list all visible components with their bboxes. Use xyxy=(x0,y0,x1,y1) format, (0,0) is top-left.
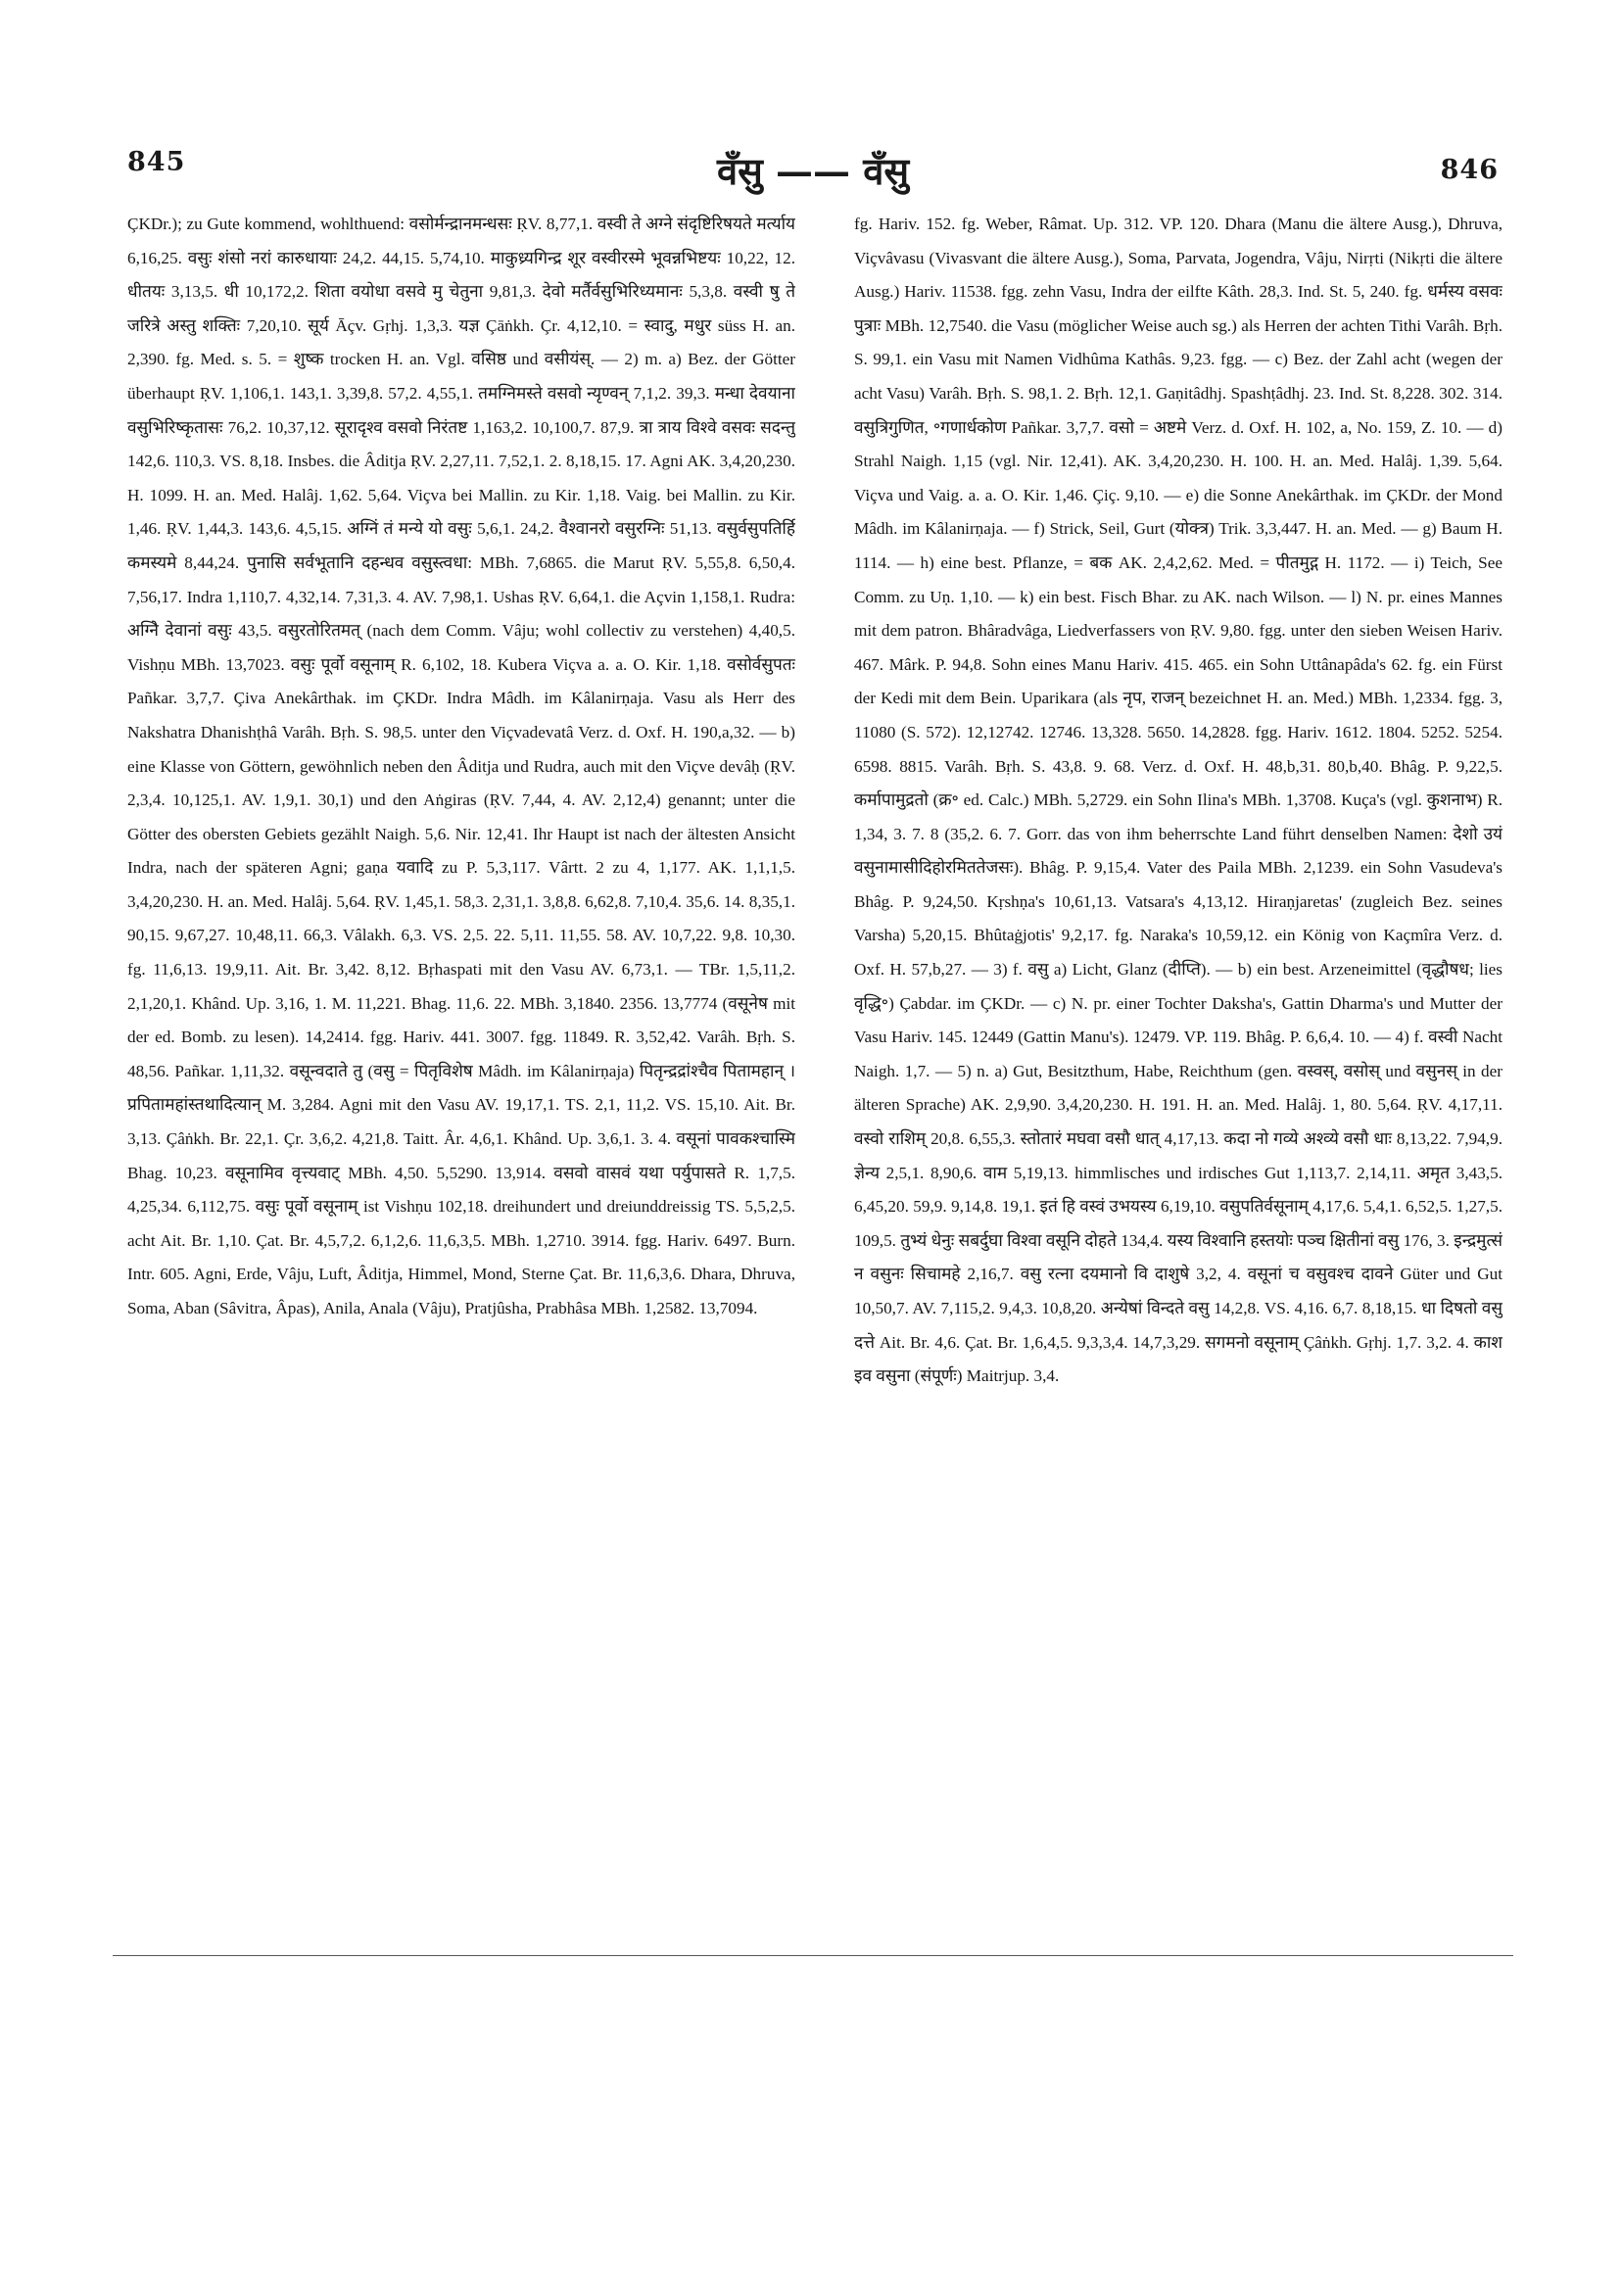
footer-rule xyxy=(113,1955,1513,1956)
right-column-text: fg. Hariv. 152. fg. Weber, Râmat. Up. 312. VP. 120. Dhara (Manu die ältere Ausg.), Dhruva, Viçvâvasu (Vivasvant die ältere Ausg.), Soma, Parvata, Jogendra, Vâju, Nirṛti (Nikṛti die ältere Ausg.) Hariv. 11538. fgg. zehn Vasu, Indra der eilfte Kâth. 28,3. Ind. St. 5, 240. fg. धर्मस्य वसवः पुत्राः MBh. 12,7540. die Vasu (möglicher Weise auch sg.) als Herren der achten Tithi Varâh. Bṛh. S. 99,1. ein Vasu mit Namen Vidhûma Kathâs. 9,23. fgg. — c) Bez. der Zahl acht (wegen der acht Vasu) Varâh. Bṛh. S. 98,1. 2. Bṛh. 12,1. Gaṇitâdhj. Spashṭâdhj. 23. Ind. St. 8,228. 302. 314. वसुत्रिगुणित, ॰गणार्धकोण Pañkar. 3,7,7. वसो = अष्टमे Verz. d. Oxf. H. 102, a, No. 159, Z. 10. — d) Strahl Naigh. 1,15 (vgl. Nir. 12,41). AK. 3,4,20,230. H. 100. H. an. Med. Halâj. 1,39. 5,64. Viçva und Vaig. a. a. O. Kir. 1,46. Çiç. 9,10. — e) die Sonne Anekârthak. im ÇKDr. der Mond Mâdh. im Kâlanirṇaja. — f) Strick, Seil, Gurt (योक्त्र) Trik. 3,3,447. H. an. Med. — g) Baum H. 1114. — h) eine best. Pflanze, = बक AK. 2,4,2,62. Med. = पीतमुद्ग H. 1172. — i) Teich, See Comm. zu Uṇ. 1,10. — k) ein best. Fisch Bhar. zu AK. nach Wilson. — l) N. pr. eines Mannes mit dem patron. Bhâradvâga, Liedverfassers von ṚV. 9,80. fgg. unter den sieben Weisen Hariv. 467. Mârk. P. 94,8. Sohn eines Manu Hariv. 415. 465. ein Sohn Uttânapâda's 62. fg. ein Fürst der Kedi mit dem Bein. Uparikara (als नृप, राजन् bezeichnet H. an. Med.) MBh. 1,2334. fgg. 3, 11080 (S. 572). 12,12742. 12746. 13,328. 5650. 14,2828. fgg. Hariv. 1612. 1804. 5252. 5254. 6598. 8815. Varâh. Bṛh. S. 43,8. 9. 68. Verz. d. Oxf. H. 48,b,31. 80,b,40. Bhâg. P. 9,22,5. कर्मापामुद्रतो (क्र॰ ed. Calc.) MBh. 5,2729. ein Sohn Ilina's MBh. 1,3708. Kuça's (vgl. कुशनाभ) R. 1,34, 3. 7. 8 (35,2. 6. 7. Gorr. das von ihm beherrschte Land führt denselben Namen: देशो उयं वसुनामासीदिहोरमिततेजसः). Bhâg. P. 9,15,4. Vater des Paila MBh. 2,1239. ein Sohn Vasudeva's Bhâg. P. 9,24,50. Kṛshṇa's 10,61,13. Vatsara's 4,13,12. Hiraṇjaretas' (zugleich Bez. seines Varsha) 5,20,15. Bhûtaġjotis' 9,2,17. fg. Naraka's 10,59,12. ein König von Kaçmîra Verz. d. Oxf. H. 57,b,27. — 3) f. वसु a) Licht, Glanz (दीप्ति). — b) ein best. Arzeneimittel (वृद्धौषध; lies वृद्धि॰) Çabdar. im ÇKDr. — c) N. pr. einer Tochter Daksha's, Gattin Dharma's und Mutter der Vasu Hariv. 145. 12449 (Gattin Manu's). 12479. VP. 119. Bhâg. P. 6,6,4. 10. — 4) f. वस्वी Nacht Naigh. 1,7. — 5) n. a) Gut, Besitzthum, Habe, Reichthum (gen. वस्वस्, वसोस् und वसुनस् in der älteren Sprache) AK. 2,9,90. 3,4,20,230. H. 191. H. an. Med. Halâj. 1, 80. 5,64. ṚV. 4,17,11. वस्वो राशिम् 20,8. 6,55,3. स्तोतारं मघवा वसौ धात् 4,17,13. कदा नो गव्ये अश्व्ये वसौ धाः 8,13,22. 7,94,9. ज्ञेन्य 2,5,1. 8,90,6. वाम 5,19,13. himmlisches und irdisches Gut 1,113,7. 2,14,11. अमृत 3,43,5. 6,45,20. 59,9. 9,14,8. 19,1. इतं हि वस्वं उभयस्य 6,19,10. वसुपतिर्वसूनाम् 4,17,6. 5,4,1. 6,52,5. 1,27,5. 109,5. तुभ्यं धेनुः सबर्दुघा विश्वा वसूनि दोहते 134,4. यस्य विश्वानि हस्तयोः पञ्च क्षितीनां वसु 176, 3. इन्द्रमुत्सं न वसुनः सिचामहे 2,16,7. वसु रत्ना दयमानो वि दाशुषे 3,2, 4. वसूनां च वसुवश्च दावने Güter und Gut 10,50,7. AV. 7,115,2. 9,4,3. 10,8,20. अन्येषां विन्दते वसु 14,2,8. VS. 4,16. 6,7. 8,18,15. धा दिषतो वसु दत्ते Ait. Br. 4,6. Çat. Br. 1,6,4,5. 9,3,3,4. 14,7,3,29. सगमनो वसूनाम् Çâṅkh. Gṛhj. 1,7. 3,2. 4. काश इव वसुना (संपूर्णः) Maitrjup. 3,4. xyxy=(854,215,1503,1386)
page-number-right: 846 xyxy=(1440,155,1499,185)
page-number-left: 845 xyxy=(127,147,186,177)
right-column xyxy=(854,208,1503,1892)
running-headword: वँसु —— वँसु xyxy=(716,149,910,193)
page-header xyxy=(127,145,1499,194)
left-column xyxy=(127,208,795,1892)
left-column-text: ÇKDr.); zu Gute kommend, wohlthuend: वसोर्मन्द्रानमन्धसः ṚV. 8,77,1. वस्वी ते अग्ने संदृष्टिरिषयते मर्त्याय 6,16,25. वसुः शंसो नरां कारुधायाः 24,2. 44,15. 5,74,10. माकुध्र्यगिन्द्र शूर वस्वीरस्मे भूवन्नभिष्टयः 10,22, 12. धीतयः 3,13,5. धी 10,172,2. शिता वयोधा वसवे मु चेतुना 9,81,3. देवो मर्तैर्वसुभिरिध्यमानः 5,3,8. वस्वी षु ते जरित्रे अस्तु शक्तिः 7,20,10. सूर्य Āçv. Gṛhj. 1,3,3. यज्ञ Çāṅkh. Çr. 4,12,10. = स्वादु, मधुर süss H. an. 2,390. fg. Med. s. 5. = शुष्क trocken H. an. Vgl. वसिष्ठ und वसीयंस्. — 2) m. a) Bez. der Götter überhaupt ṚV. 1,106,1. 143,1. 3,39,8. 57,2. 4,55,1. तमग्निमस्ते वसवो न्यृण्वन् 7,1,2. 39,3. मन्धा देवयाना वसुभिरिष्कृतासः 76,2. 10,37,12. सूरादृश्व वसवो निरंतष्ट 1,163,2. 10,100,7. 87,9. त्रा त्राय विश्वे वसवः सदन्तु 142,6. 110,3. VS. 8,18. Insbes. die Âditja ṚV. 2,27,11. 7,52,1. 2. 8,18,15. 17. Agni AK. 3,4,20,230. H. 1099. H. an. Med. Halâj. 1,62. 5,64. Viçva bei Mallin. zu Kir. 1,18. Vaig. bei Mallin. zu Kir. 1,46. ṚV. 1,44,3. 143,6. 4,5,15. अग्निं तं मन्ये यो वसुः 5,6,1. 24,2. वैश्वानरो वसुरग्निः 51,13. वसुर्वसुपतिर्हि कमस्यमे 8,44,24. पुनासि सर्वभूतानि दहन्धव वसुस्त्वधा: MBh. 7,6865. die Marut ṚV. 5,55,8. 6,50,4. 7,56,17. Indra 1,110,7. 4,32,14. 7,31,3. 4. AV. 7,98,1. Ushas ṚV. 6,64,1. die Açvin 1,158,1. Rudra: अग्नेि देवानां वसुः 43,5. वसुरतोरितमत् (nach dem Comm. Vâju; wohl collectiv zu verstehen) 4,40,5. Vishṇu MBh. 13,7023. वसुः पूर्वो वसूनाम् R. 6,102, 18. Kubera Viçva a. a. O. Kir. 1,18. वसोर्वसुपतः Pañkar. 3,7,7. Çiva Anekârthak. im ÇKDr. Indra Mâdh. im Kâlanirṇaja. Vasu als Herr des Nakshatra Dhanishṭhâ Varâh. Bṛh. S. 98,5. unter den Viçvadevatâ Verz. d. Oxf. H. 190,a,32. — b) eine Klasse von Göttern, gewöhnlich neben den Âditja und Rudra, auch mit den Viçve devâḥ (ṚV. 2,3,4. 10,125,1. AV. 1,9,1. 30,1) und den Aṅgiras (ṚV. 7,44, 4. AV. 2,12,4) genannt; unter die Götter des obersten Gebiets gezählt Naigh. 5,6. Nir. 12,41. Ihr Haupt ist nach der ältesten Ansicht Indra, nach der späteren Agni; gaṇa यवादि zu P. 5,3,117. Vârtt. 2 zu 4, 1,177. AK. 1,1,1,5. 3,4,20,230. H. an. Med. Halâj. 5,64. ṚV. 1,45,1. 58,3. 2,31,1. 3,8,8. 6,62,8. 7,10,4. 35,6. 14. 8,35,1. 90,15. 9,67,27. 10,48,11. 66,3. Vâlakh. 6,3. VS. 2,5. 22. 5,11. 11,55. 58. AV. 10,7,22. 9,8. 10,30. fg. 11,6,13. 19,9,11. Ait. Br. 3,42. 8,12. Bṛhaspati mit den Vasu AV. 6,73,1. — TBr. 1,5,11,2. 2,1,20,1. Khând. Up. 3,16, 1. M. 11,221. Bhag. 11,6. 22. MBh. 3,1840. 2356. 13,7774 (वसूनेष mit der ed. Bomb. zu lesen). 14,2414. fgg. Hariv. 441. 3007. fgg. 11849. R. 3,52,42. Varâh. Bṛh. S. 48,56. Pañkar. 1,11,32. वसून्वदाते तु (वसु = पितृविशेष Mâdh. im Kâlanirṇaja) पितृन्द्रद्रांश्चैव पितामहान् । प्रपितामहांस्तथादित्यान् M. 3,284. Agni mit den Vasu AV. 19,17,1. TS. 2,1, 11,2. VS. 15,10. Ait. Br. 3,13. Çâṅkh. Br. 22,1. Çr. 3,6,2. 4,21,8. Taitt. Âr. 4,6,1. Khând. Up. 3,6,1. 3. 4. वसूनां पावकश्चास्मि Bhag. 10,23. वसूनामिव वृत्त्यवाट् MBh. 4,50. 5,5290. 13,914. वसवो वासवं यथा पर्युपासते R. 1,7,5. 4,25,34. 6,112,75. वसुः पूर्वो वसूनाम् ist Vishṇu 102,18. dreihundert und dreiunddreissig TS. 5,5,2,5. acht Ait. Br. 1,10. Çat. Br. 4,5,7,2. 6,1,2,6. 11,6,3,5. MBh. 1,2710. 3914. fgg. Hariv. 6497. Burn. Intr. 605. Agni, Erde, Vâju, Luft, Âditja, Himmel, Mond, Sterne Çat. Br. 11,6,3,6. Dhara, Dhruva, Soma, Aban (Sâvitra, Âpas), Anila, Anala (Vâju), Pratjûsha, Prabhâsa MBh. 1,2582. 13,7094. xyxy=(127,215,795,1317)
